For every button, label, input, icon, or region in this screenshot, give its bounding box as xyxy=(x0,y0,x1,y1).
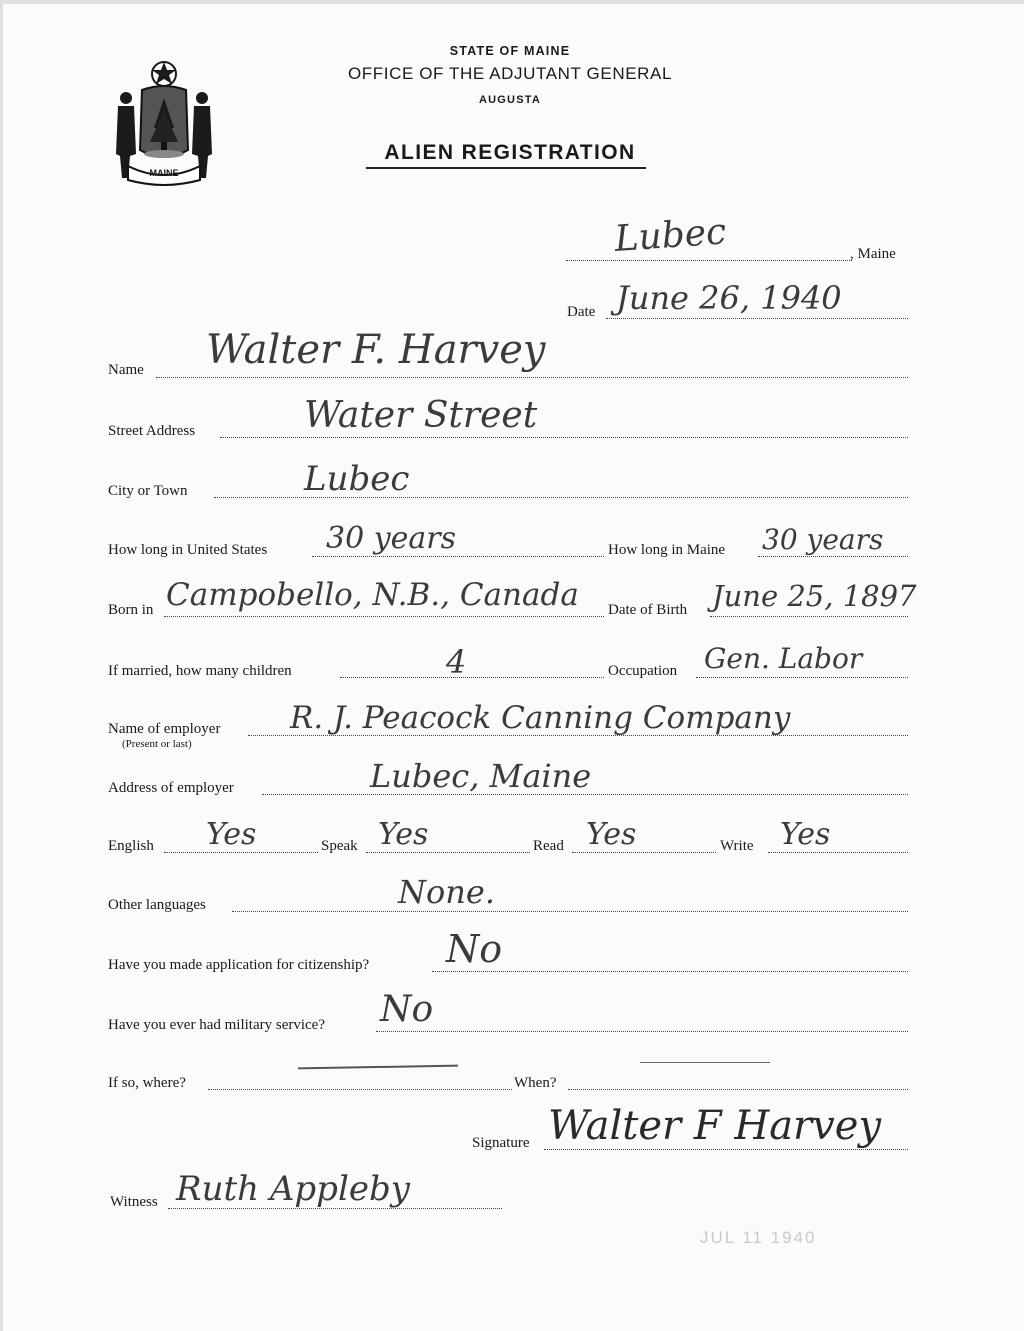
where-field-line[interactable] xyxy=(208,1089,512,1090)
scan-edge-left xyxy=(0,0,3,1331)
write-label: Write xyxy=(720,838,754,854)
employer-sublabel: (Present or last) xyxy=(122,738,192,750)
children-label: If married, how many children xyxy=(108,663,292,679)
signature-field-line xyxy=(544,1149,908,1150)
maine-state-seal-icon xyxy=(108,58,220,186)
place-suffix-label: , Maine xyxy=(850,246,896,262)
speak-field-line xyxy=(366,852,530,853)
birth-date-field-line xyxy=(710,616,908,617)
employer-address-field[interactable]: Lubec, Maine xyxy=(370,757,592,795)
read-label: Read xyxy=(533,838,564,854)
citizenship-field-line xyxy=(432,971,908,972)
signature-field[interactable]: Walter F Harvey xyxy=(548,1103,882,1149)
title-underline xyxy=(366,167,646,169)
employer-label: Name of employer xyxy=(108,721,221,737)
maine-duration-label: How long in Maine xyxy=(608,542,726,558)
us-duration-field[interactable]: 30 years xyxy=(326,521,457,556)
scan-edge-top xyxy=(0,0,1024,4)
where-label: If so, where? xyxy=(108,1075,186,1091)
maine-duration-field-line xyxy=(758,556,908,557)
occupation-field[interactable]: Gen. Labor xyxy=(704,642,863,675)
witness-label: Witness xyxy=(110,1194,158,1210)
street-address-field[interactable]: Water Street xyxy=(304,395,538,436)
employer-field[interactable]: R. J. Peacock Canning Company xyxy=(290,700,791,736)
occupation-label: Occupation xyxy=(608,663,678,679)
children-field[interactable]: 4 xyxy=(446,643,467,681)
birth-date-label: Date of Birth xyxy=(608,602,688,618)
street-address-label: Street Address xyxy=(108,423,196,439)
form-title: ALIEN REGISTRATION xyxy=(384,141,636,164)
speak-field[interactable]: Yes xyxy=(378,817,429,852)
when-label: When? xyxy=(514,1075,557,1091)
write-field[interactable]: Yes xyxy=(780,817,831,852)
born-in-field-line xyxy=(164,616,604,617)
date-field[interactable]: June 26, 1940 xyxy=(616,279,842,317)
military-field[interactable]: No xyxy=(380,989,434,1030)
when-field-line[interactable] xyxy=(568,1089,908,1090)
other-languages-field[interactable]: None. xyxy=(398,873,495,911)
city-town-label: City or Town xyxy=(108,483,188,499)
other-languages-label: Other languages xyxy=(108,897,206,913)
witness-field[interactable]: Ruth Appleby xyxy=(176,1169,410,1209)
street-address-field-line xyxy=(220,437,908,438)
place-field[interactable]: Lubec xyxy=(613,211,728,260)
occupation-field-line xyxy=(696,677,908,678)
header-state: STATE OF MAINE xyxy=(449,44,571,58)
us-duration-label: How long in United States xyxy=(108,542,268,558)
write-field-line xyxy=(768,852,908,853)
military-field-line xyxy=(376,1031,908,1032)
city-town-field[interactable]: Lubec xyxy=(304,459,410,499)
read-field-line xyxy=(572,852,716,853)
place-field-line xyxy=(566,260,852,261)
speak-label: Speak xyxy=(321,838,358,854)
signature-label: Signature xyxy=(472,1135,530,1151)
english-field[interactable]: Yes xyxy=(206,817,257,852)
when-dash-mark xyxy=(640,1062,770,1063)
name-label: Name xyxy=(108,362,144,378)
birth-date-field[interactable]: June 25, 1897 xyxy=(712,579,917,613)
seal-banner-text: MAINE xyxy=(149,168,179,178)
header-city: AUGUSTA xyxy=(479,94,541,106)
english-field-line xyxy=(164,852,318,853)
where-dash-mark xyxy=(298,1065,458,1070)
us-duration-field-line xyxy=(312,556,604,557)
born-in-label: Born in xyxy=(108,602,154,618)
employer-address-label: Address of employer xyxy=(108,780,234,796)
maine-duration-field[interactable]: 30 years xyxy=(762,523,884,556)
citizenship-label: Have you made application for citizenship? xyxy=(108,957,370,973)
received-date-stamp: JUL 11 1940 xyxy=(700,1228,817,1247)
children-field-line xyxy=(340,677,604,678)
born-in-field[interactable]: Campobello, N.B., Canada xyxy=(166,577,579,613)
other-languages-field-line xyxy=(232,911,908,912)
military-label: Have you ever had military service? xyxy=(108,1017,325,1033)
read-field[interactable]: Yes xyxy=(586,817,637,852)
date-label: Date xyxy=(567,304,596,320)
name-field[interactable]: Walter F. Harvey xyxy=(206,327,546,373)
english-label: English xyxy=(108,838,154,854)
date-field-line xyxy=(606,318,908,319)
name-field-line xyxy=(156,377,908,378)
citizenship-field[interactable]: No xyxy=(446,927,503,971)
header-office: OFFICE OF THE ADJUTANT GENERAL xyxy=(347,64,673,83)
